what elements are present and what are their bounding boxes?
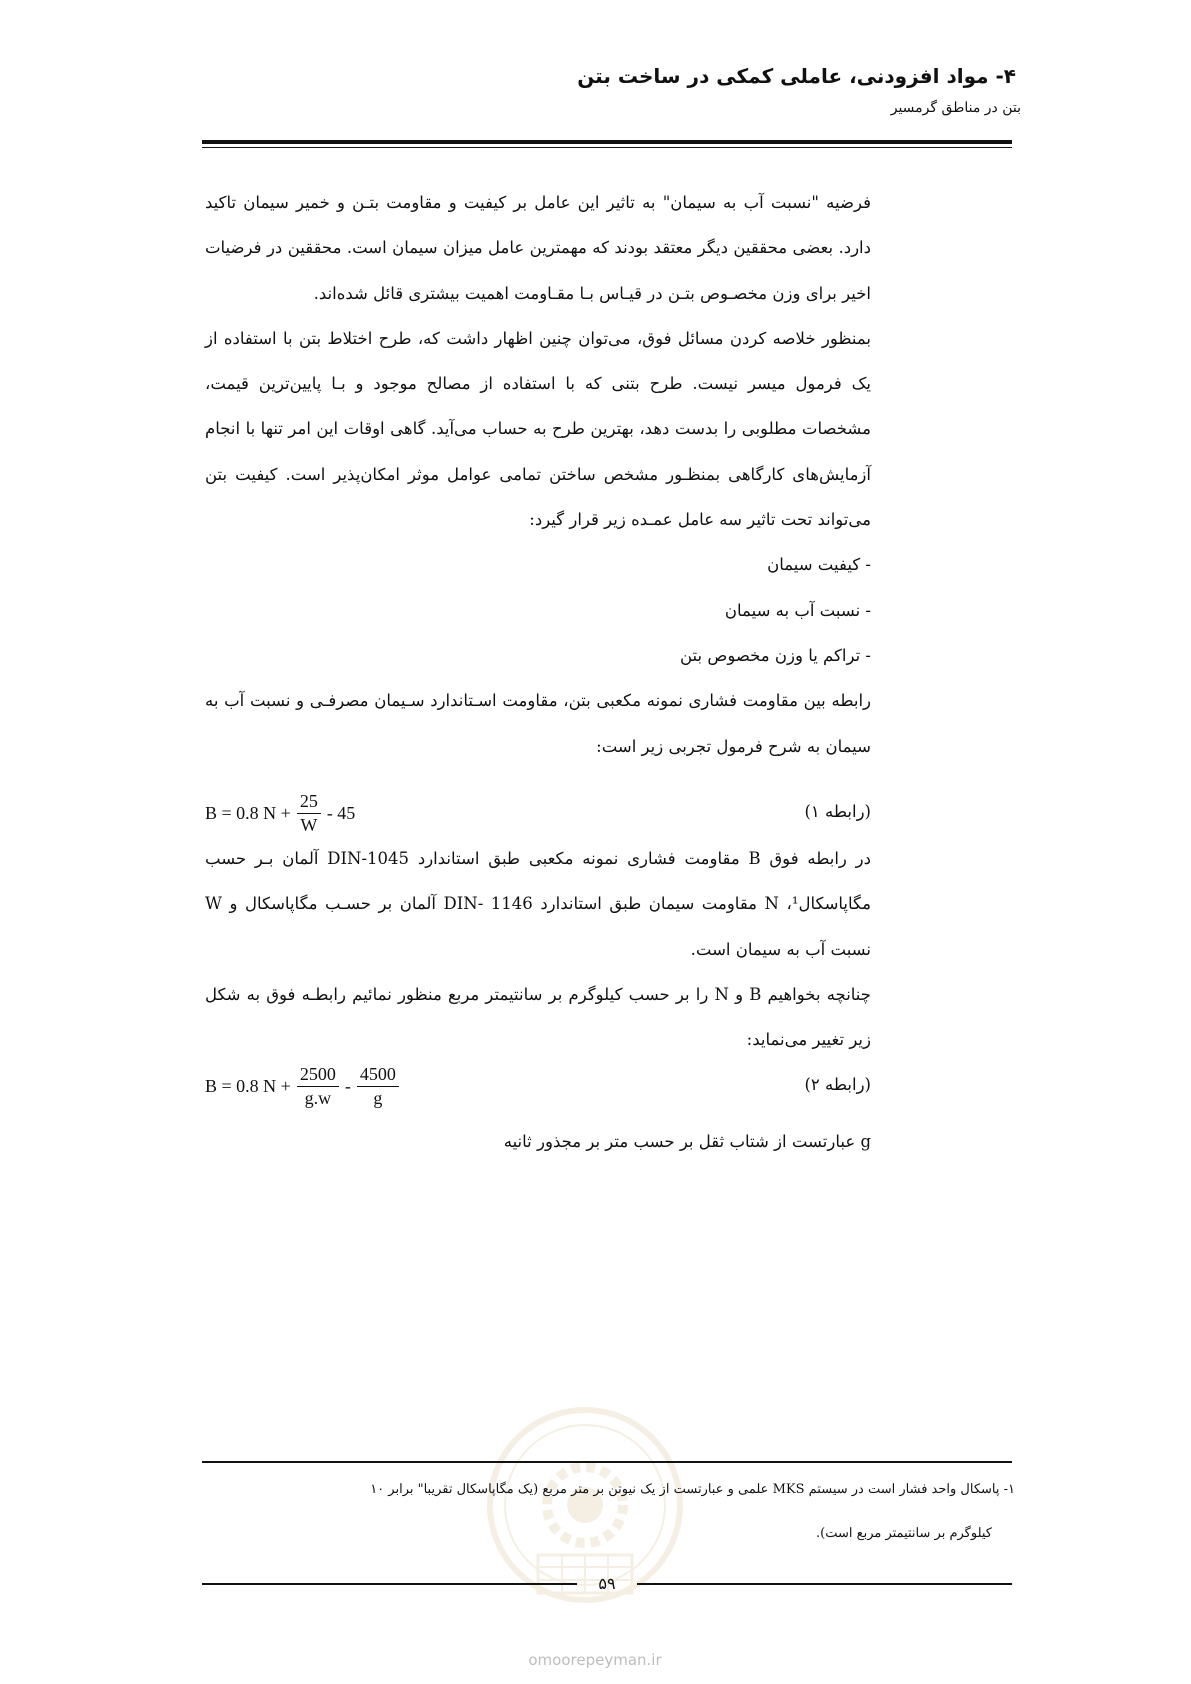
paragraph-2: بمنظور خلاصه کردن مسائل فوق، می‌توان چنین اظهار داشت که، طرح اختلاط بتن با استفاده از یک فرمول میسر نیست. طرح بتنی که با استفاده از مصالح موجود و بـا پایین‌ترین قیمت، مشخصات مطلوبی را بدست دهد، بهترین طرح به حساب می‌آید. گاهی اوقات این امر تنها با انجام آزمایش‌های کارگاهی بمنظـور مشخص ساختن تمامی عوامل موثر امکان‌پذیر است. کیفیت بتن می‌تواند تحت تاثیر سه عامل عمـده زیر قرار گیرد: [205,328,871,530]
equation-2-label: (رابطه ۲) [804,1075,871,1094]
equation-1-numerator: 25 [297,792,321,814]
body-text-2 [205,836,871,1062]
equation-2-denominator-2: g [373,1087,383,1108]
footnote [205,1468,1015,1556]
equation-1-fraction [297,792,321,835]
paragraph-1: فرضیه "نسبت آب به سیمان" به تاثیر این عامل بر کیفیت و مقاومت بتـن و خمیر سیمان تاکید دارد. بعضی محققین دیگر معتقد بودند که مهمترین عامل میزان سیمان است. محققین در فرضیات اخیر برای وزن مخصـوص بتـن در قیـاس بـا مقـاومت اهمیت بیشتری قائل شده‌اند. [205,193,871,303]
equation-2-fraction-1 [297,1065,339,1108]
body-text-3 [205,1119,871,1164]
footer-rule-left [202,1583,577,1585]
header-rule-thick [202,140,1012,144]
paragraph-5: چنانچه بخواهیم B و N را بر حسب کیلوگرم بر سانتیمتر مربع منظور نمائیم رابطـه فوق به شکل زیر تغییر می‌نماید: [205,984,871,1050]
equation-1-formula [205,792,355,835]
page-footer [202,1574,1012,1594]
equation-2 [205,1065,871,1115]
equation-1-lhs: B = 0.8 N + [205,803,291,824]
bullet-cement-quality: - کیفیت سیمان [767,555,871,575]
equation-1-label: (رابطه ۱) [804,802,871,821]
equation-2-minus: - [344,1076,351,1097]
equation-2-fraction-2 [357,1065,399,1108]
body-text [205,180,871,769]
paragraph-6: g عبارتست از شتاب ثقل بر حسب متر بر مجذور ثانیه [503,1132,871,1151]
equation-2-denominator-1: g.w [304,1087,332,1108]
equation-2-numerator-2: 4500 [357,1065,399,1087]
equation-1 [205,792,871,842]
chapter-title: ۴- مواد افزودنی، عاملی کمکی در ساخت بتن [577,64,1016,88]
header-rule-thin [202,147,1012,148]
bullet-density: - تراکم یا وزن مخصوص بتن [680,645,871,665]
page-number: ۵۹ [598,1574,616,1593]
equation-2-lhs: B = 0.8 N + [205,1076,291,1097]
book-title: بتن در مناطق گرمسیر [890,100,1021,116]
equation-1-tail: - 45 [326,803,356,824]
bullet-water-cement-ratio: - نسبت آب به سیمان [724,600,871,620]
paragraph-3: رابطه بین مقاومت فشاری نمونه مکعبی بتن، مقاومت اسـتاندارد سـیمان مصرفـی و نسبت آب به سیمان به شرح فرمول تجربی زیر است: [205,691,871,756]
footnote-line-1: ۱- پاسکال واحد فشار است در سیستم MKS علمی و عبارتست از یک نیوتن بر متر مربع (یک مگاپاسکال تقریبا" برابر ۱۰ [370,1482,1015,1497]
footnote-rule [202,1461,1012,1463]
footer-rule-right [637,1583,1012,1585]
equation-2-formula [205,1065,405,1108]
equation-1-denominator: W [300,814,318,835]
watermark-url: omoorepeyman.ir [528,1651,662,1669]
paragraph-4: در رابطه فوق B مقاومت فشاری نمونه مکعبی طبق استاندارد DIN-1045 آلمان بـر حسب مگاپاسکال¹، N مقاومت سیمان طبق استاندارد DIN- 1146 آلمان بر حسـب مگاپاسکال و W نسبت آب به سیمان است. [205,849,872,959]
equation-2-numerator-1: 2500 [297,1065,339,1087]
footnote-line-2: کیلوگرم بر سانتیمتر مربع است). [816,1526,992,1541]
